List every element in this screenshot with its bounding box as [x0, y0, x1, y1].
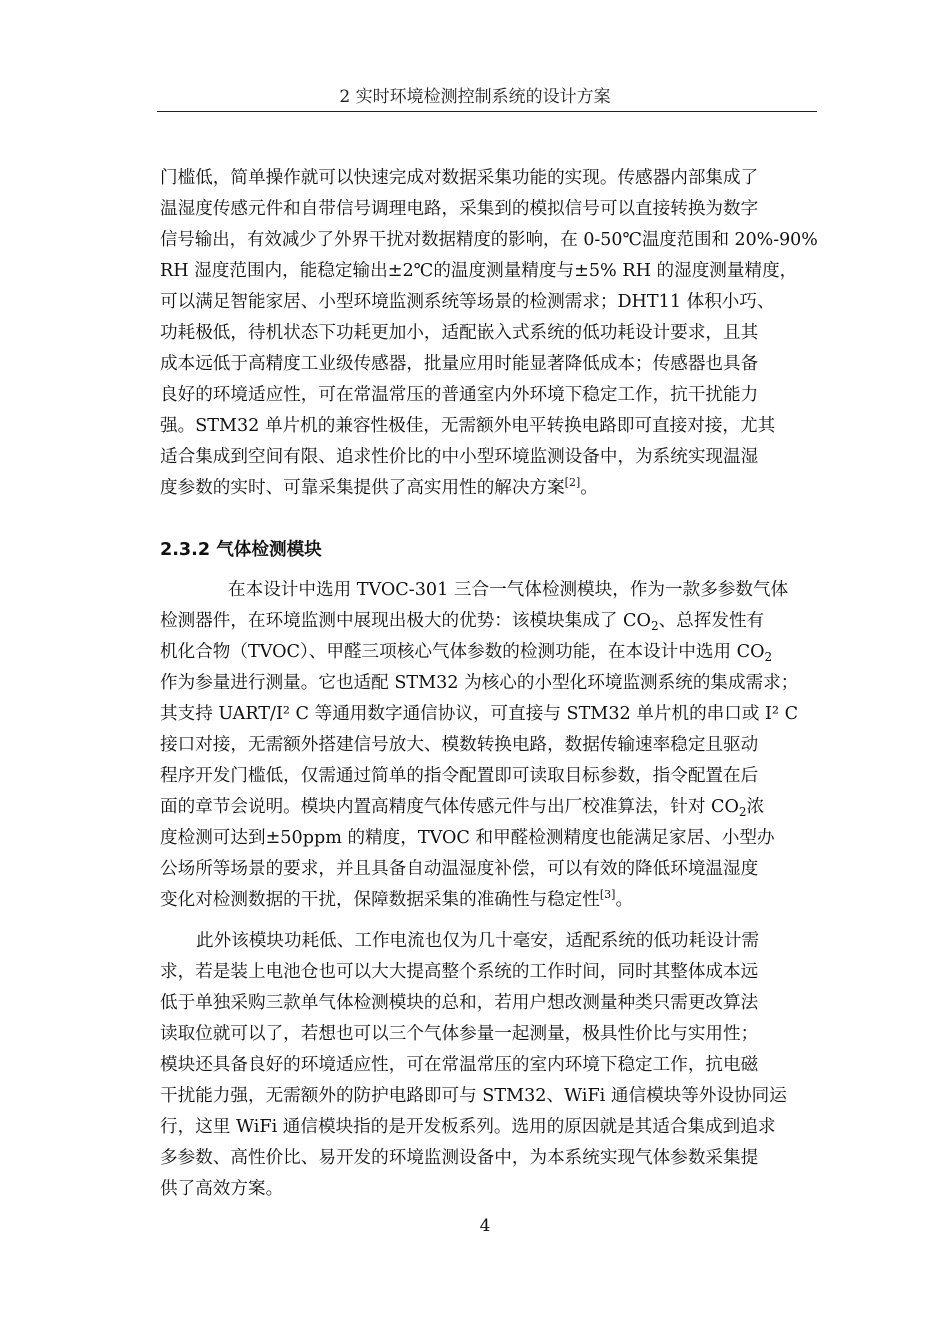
- line-text: 度参数的实时、可靠采集提供了高实用性的解决方案: [160, 478, 565, 498]
- text-line: [160, 887, 633, 913]
- formula-subscript: 2: [764, 650, 773, 664]
- text-line: 程序开发门槛低，仅需通过简单的指令配置即可读取目标参数，指令配置在后: [160, 766, 759, 786]
- text-line: 信号输出，有效减少了外界干扰对数据精度的影响，在 0-50℃温度范围和 20%-90%: [160, 230, 818, 250]
- text-line: [160, 639, 772, 665]
- text-line: [160, 475, 598, 501]
- text-line: [160, 608, 764, 634]
- running-header: 2 实时环境检测控制系统的设计方案: [339, 87, 611, 107]
- text-line: RH 湿度范围内，能稳定输出±2℃的温度测量精度与±5% RH 的湿度测量精度，: [160, 261, 798, 281]
- text-line: 干扰能力强，无需额外的防护电路即可与 STM32、WiFi 通信模块等外设协同运: [160, 1086, 787, 1106]
- text-line: 功耗极低，待机状态下功耗更加小，适配嵌入式系统的低功耗设计要求，且其: [160, 323, 759, 343]
- formula-subscript: 2: [650, 619, 659, 633]
- text-line: 供了高效方案。: [160, 1179, 284, 1199]
- line-text: 变化对检测数据的干扰，保障数据采集的准确性与稳定性: [160, 890, 600, 910]
- text-line: 其支持 UART/I² C 等通用数字通信协议，可直接与 STM32 单片机的串口或 I² C: [160, 704, 799, 724]
- text-line: 在本设计中选用 TVOC-301 三合一气体检测模块，作为一款多参数气体: [228, 580, 789, 600]
- text-line: 度检测可达到±50ppm 的精度，TVOC 和甲醛检测精度也能满足家居、小型办: [160, 828, 775, 848]
- line-text: 机化合物（TVOC）、甲醛三项核心气体参数的检测功能，在本设计中选用: [160, 642, 737, 662]
- citation-ref: [2]: [564, 476, 581, 489]
- text-line: 行，这里 WiFi 通信模块指的是开发板系列。选用的原因就是其适合集成到追求: [160, 1117, 776, 1137]
- line-text: 。: [615, 890, 634, 910]
- text-line: 求，若是装上电池仓也可以大大提高整个系统的工作时间，同时其整体成本远: [160, 962, 759, 982]
- formula-co: CO: [736, 642, 765, 662]
- header-rule: [157, 111, 817, 112]
- text-line: 公场所等场景的要求，并且具备自动温湿度补偿，可以有效的降低环境温湿度: [160, 859, 759, 879]
- text-line: 低于单独采购三款单气体检测模块的总和，若用户想改测量种类只需更改算法: [160, 993, 759, 1013]
- page-number: 4: [479, 1216, 491, 1236]
- text-line: 门槛低，简单操作就可以快速完成对数据采集功能的实现。传感器内部集成了: [160, 168, 759, 188]
- text-line: 模块还具备良好的环境适应性，可在常温常压的室内环境下稳定工作，抗电磁: [160, 1055, 759, 1075]
- text-line: [160, 794, 764, 820]
- line-text: 面的章节会说明。模块内置高精度气体传感元件与出厂校准算法，针对: [160, 797, 712, 817]
- text-line: 作为参量进行测量。它也适配 STM32 为核心的小型化环境监测系统的集成需求；: [160, 673, 799, 693]
- text-line: 成本远低于高精度工业级传感器，批量应用时能显著降低成本；传感器也具备: [160, 354, 759, 374]
- text-line: 读取位就可以了，若想也可以三个气体参量一起测量，极具性价比与实用性；: [160, 1024, 759, 1044]
- line-text: 。: [580, 478, 598, 498]
- text-line: 温湿度传感元件和自带信号调理电路，采集到的模拟信号可以直接转换为数字: [160, 199, 759, 219]
- formula-co: CO: [711, 797, 739, 817]
- text-line: 此外该模块功耗低、工作电流也仅为几十毫安，适配系统的低功耗设计需: [196, 931, 760, 951]
- text-line: 良好的环境适应性，可在常温常压的普通室内外环境下稳定工作，抗干扰能力: [160, 385, 759, 405]
- line-text: 检测器件，在环境监测中展现出极大的优势：该模块集成了: [160, 611, 624, 631]
- formula-subscript: 2: [738, 805, 747, 819]
- text-line: 接口对接，无需额外搭建信号放大、模数转换电路，数据传输速率稳定且驱动: [160, 735, 759, 755]
- formula-co: CO: [623, 611, 651, 631]
- text-line: 多参数、高性价比、易开发的环境监测设备中，为本系统实现气体参数采集提: [160, 1148, 759, 1168]
- section-heading: 2.3.2 气体检测模块: [160, 540, 322, 560]
- text-line: 可以满足智能家居、小型环境监测系统等场景的检测需求；DHT11 体积小巧、: [160, 292, 775, 312]
- text-line: 强。STM32 单片机的兼容性极佳，无需额外电平转换电路即可直接对接，尤其: [160, 416, 776, 436]
- line-text: 浓: [746, 797, 765, 817]
- text-line: 适合集成到空间有限、追求性价比的中小型环境监测设备中，为系统实现温湿: [160, 447, 759, 467]
- line-text: 、总挥发性有: [658, 611, 765, 631]
- citation-ref: [3]: [599, 888, 616, 901]
